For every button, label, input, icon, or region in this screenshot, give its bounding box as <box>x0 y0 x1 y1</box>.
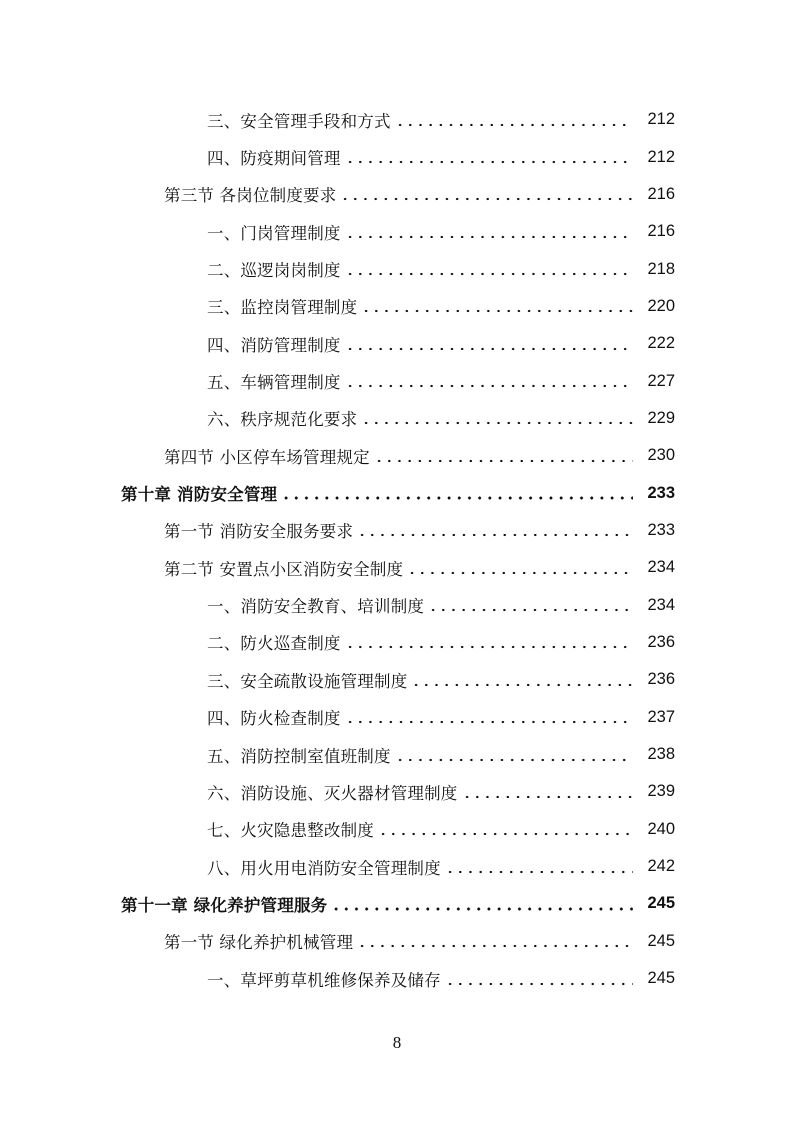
toc-item-entry[interactable] <box>0 699 794 736</box>
toc-entry-title: 第一节 绿化养护机械管理 <box>164 933 354 953</box>
toc-entry-page-number: 238 <box>647 745 675 764</box>
toc-dot-leader <box>378 826 633 842</box>
toc-dot-leader <box>462 789 634 805</box>
toc-entry-title: 四、消防管理制度 <box>207 335 341 355</box>
toc-entry-title: 四、防疫期间管理 <box>207 149 341 169</box>
toc-entry-title: 八、用火用电消防安全管理制度 <box>207 858 441 878</box>
toc-dot-leader <box>345 714 633 730</box>
toc-entry-page-number: 237 <box>647 707 675 726</box>
toc-item-entry[interactable] <box>0 250 794 287</box>
toc-entry-page-number: 239 <box>647 782 675 801</box>
toc-entry-title: 四、防火检查制度 <box>207 709 341 729</box>
toc-section-entry[interactable] <box>0 923 794 960</box>
toc-item-entry[interactable] <box>0 400 794 437</box>
toc-section-entry[interactable] <box>0 176 794 213</box>
toc-entry-page-number: 216 <box>647 222 675 241</box>
toc-dot-leader <box>357 938 633 954</box>
toc-dot-leader <box>407 565 633 581</box>
toc-entry-page-number: 240 <box>647 819 675 838</box>
toc-entry-title: 一、草坪剪草机维修保养及储存 <box>207 970 441 990</box>
toc-section-entry[interactable] <box>0 512 794 549</box>
toc-entry-title: 六、秩序规范化要求 <box>207 410 358 430</box>
toc-dot-leader <box>374 453 633 469</box>
toc-entry-title: 五、车辆管理制度 <box>207 373 341 393</box>
toc-section-entry[interactable] <box>0 437 794 474</box>
toc-entry-page-number: 229 <box>647 408 675 427</box>
toc-entry-page-number: 227 <box>647 371 675 390</box>
toc-dot-leader <box>361 415 633 431</box>
toc-entry-page-number: 212 <box>647 110 675 129</box>
toc-entry-page-number: 220 <box>647 296 675 315</box>
toc-entry-title: 第三节 各岗位制度要求 <box>164 186 337 206</box>
toc-entry-title: 三、安全疏散设施管理制度 <box>207 671 408 691</box>
toc-entry-title: 三、监控岗管理制度 <box>207 298 358 318</box>
toc-dot-leader <box>281 490 633 506</box>
toc-item-entry[interactable] <box>0 138 794 175</box>
toc-entry-title: 一、消防安全教育、培训制度 <box>207 597 425 617</box>
toc-dot-leader <box>445 864 633 880</box>
toc-chapter-entry[interactable] <box>0 474 794 511</box>
toc-entry-title: 七、火灾隐患整改制度 <box>207 821 374 841</box>
toc-item-entry[interactable] <box>0 101 794 138</box>
toc-dot-leader <box>445 976 633 992</box>
toc-entry-title: 一、门岗管理制度 <box>207 223 341 243</box>
toc-entry-page-number: 230 <box>647 446 675 465</box>
toc-item-entry[interactable] <box>0 325 794 362</box>
toc-entry-page-number: 236 <box>647 632 675 651</box>
toc-item-entry[interactable] <box>0 736 794 773</box>
toc-entry-page-number: 216 <box>647 184 675 203</box>
toc-entry-title: 二、巡逻岗岗制度 <box>207 261 341 281</box>
toc-dot-leader <box>428 602 633 618</box>
toc-item-entry[interactable] <box>0 811 794 848</box>
toc-dot-leader <box>345 229 633 245</box>
toc-entry-page-number: 233 <box>647 520 675 539</box>
toc-entry-page-number: 234 <box>647 558 675 577</box>
toc-entry-page-number: 236 <box>647 670 675 689</box>
toc-item-entry[interactable] <box>0 624 794 661</box>
toc-entry-page-number: 222 <box>647 334 675 353</box>
table-of-contents <box>0 101 794 997</box>
toc-entry-title: 第二节 安置点小区消防安全制度 <box>164 559 404 579</box>
toc-dot-leader <box>395 752 633 768</box>
toc-entry-title: 六、消防设施、灭火器材管理制度 <box>207 783 458 803</box>
toc-dot-leader <box>395 117 633 133</box>
toc-dot-leader <box>411 677 633 693</box>
toc-dot-leader <box>361 303 633 319</box>
toc-item-entry[interactable] <box>0 661 794 698</box>
toc-entry-title: 二、防火巡查制度 <box>207 634 341 654</box>
toc-dot-leader <box>345 639 633 655</box>
toc-section-entry[interactable] <box>0 549 794 586</box>
toc-item-entry[interactable] <box>0 586 794 623</box>
toc-entry-title: 第十一章 绿化养护管理服务 <box>121 895 328 915</box>
toc-entry-page-number: 245 <box>647 931 675 950</box>
toc-item-entry[interactable] <box>0 773 794 810</box>
toc-dot-leader <box>340 191 633 207</box>
toc-entry-page-number: 242 <box>647 857 675 876</box>
toc-entry-page-number: 245 <box>647 969 675 988</box>
toc-entry-title: 第一节 消防安全服务要求 <box>164 522 354 542</box>
toc-dot-leader <box>331 901 633 917</box>
toc-entry-page-number: 245 <box>647 894 675 913</box>
toc-entry-page-number: 233 <box>647 483 675 502</box>
toc-dot-leader <box>357 527 633 543</box>
toc-dot-leader <box>345 154 633 170</box>
page-number: 8 <box>392 1033 402 1052</box>
toc-item-entry[interactable] <box>0 213 794 250</box>
toc-item-entry[interactable] <box>0 960 794 997</box>
toc-entry-page-number: 234 <box>647 595 675 614</box>
toc-entry-title: 第四节 小区停车场管理规定 <box>164 447 370 467</box>
toc-dot-leader <box>345 266 633 282</box>
toc-entry-page-number: 218 <box>647 259 675 278</box>
toc-dot-leader <box>345 341 633 357</box>
toc-item-entry[interactable] <box>0 288 794 325</box>
toc-entry-title: 第十章 消防安全管理 <box>121 485 278 505</box>
toc-item-entry[interactable] <box>0 362 794 399</box>
toc-entry-page-number: 212 <box>647 147 675 166</box>
toc-item-entry[interactable] <box>0 848 794 885</box>
toc-chapter-entry[interactable] <box>0 885 794 922</box>
toc-dot-leader <box>345 378 633 394</box>
toc-entry-title: 五、消防控制室值班制度 <box>207 746 391 766</box>
toc-entry-title: 三、安全管理手段和方式 <box>207 111 391 131</box>
